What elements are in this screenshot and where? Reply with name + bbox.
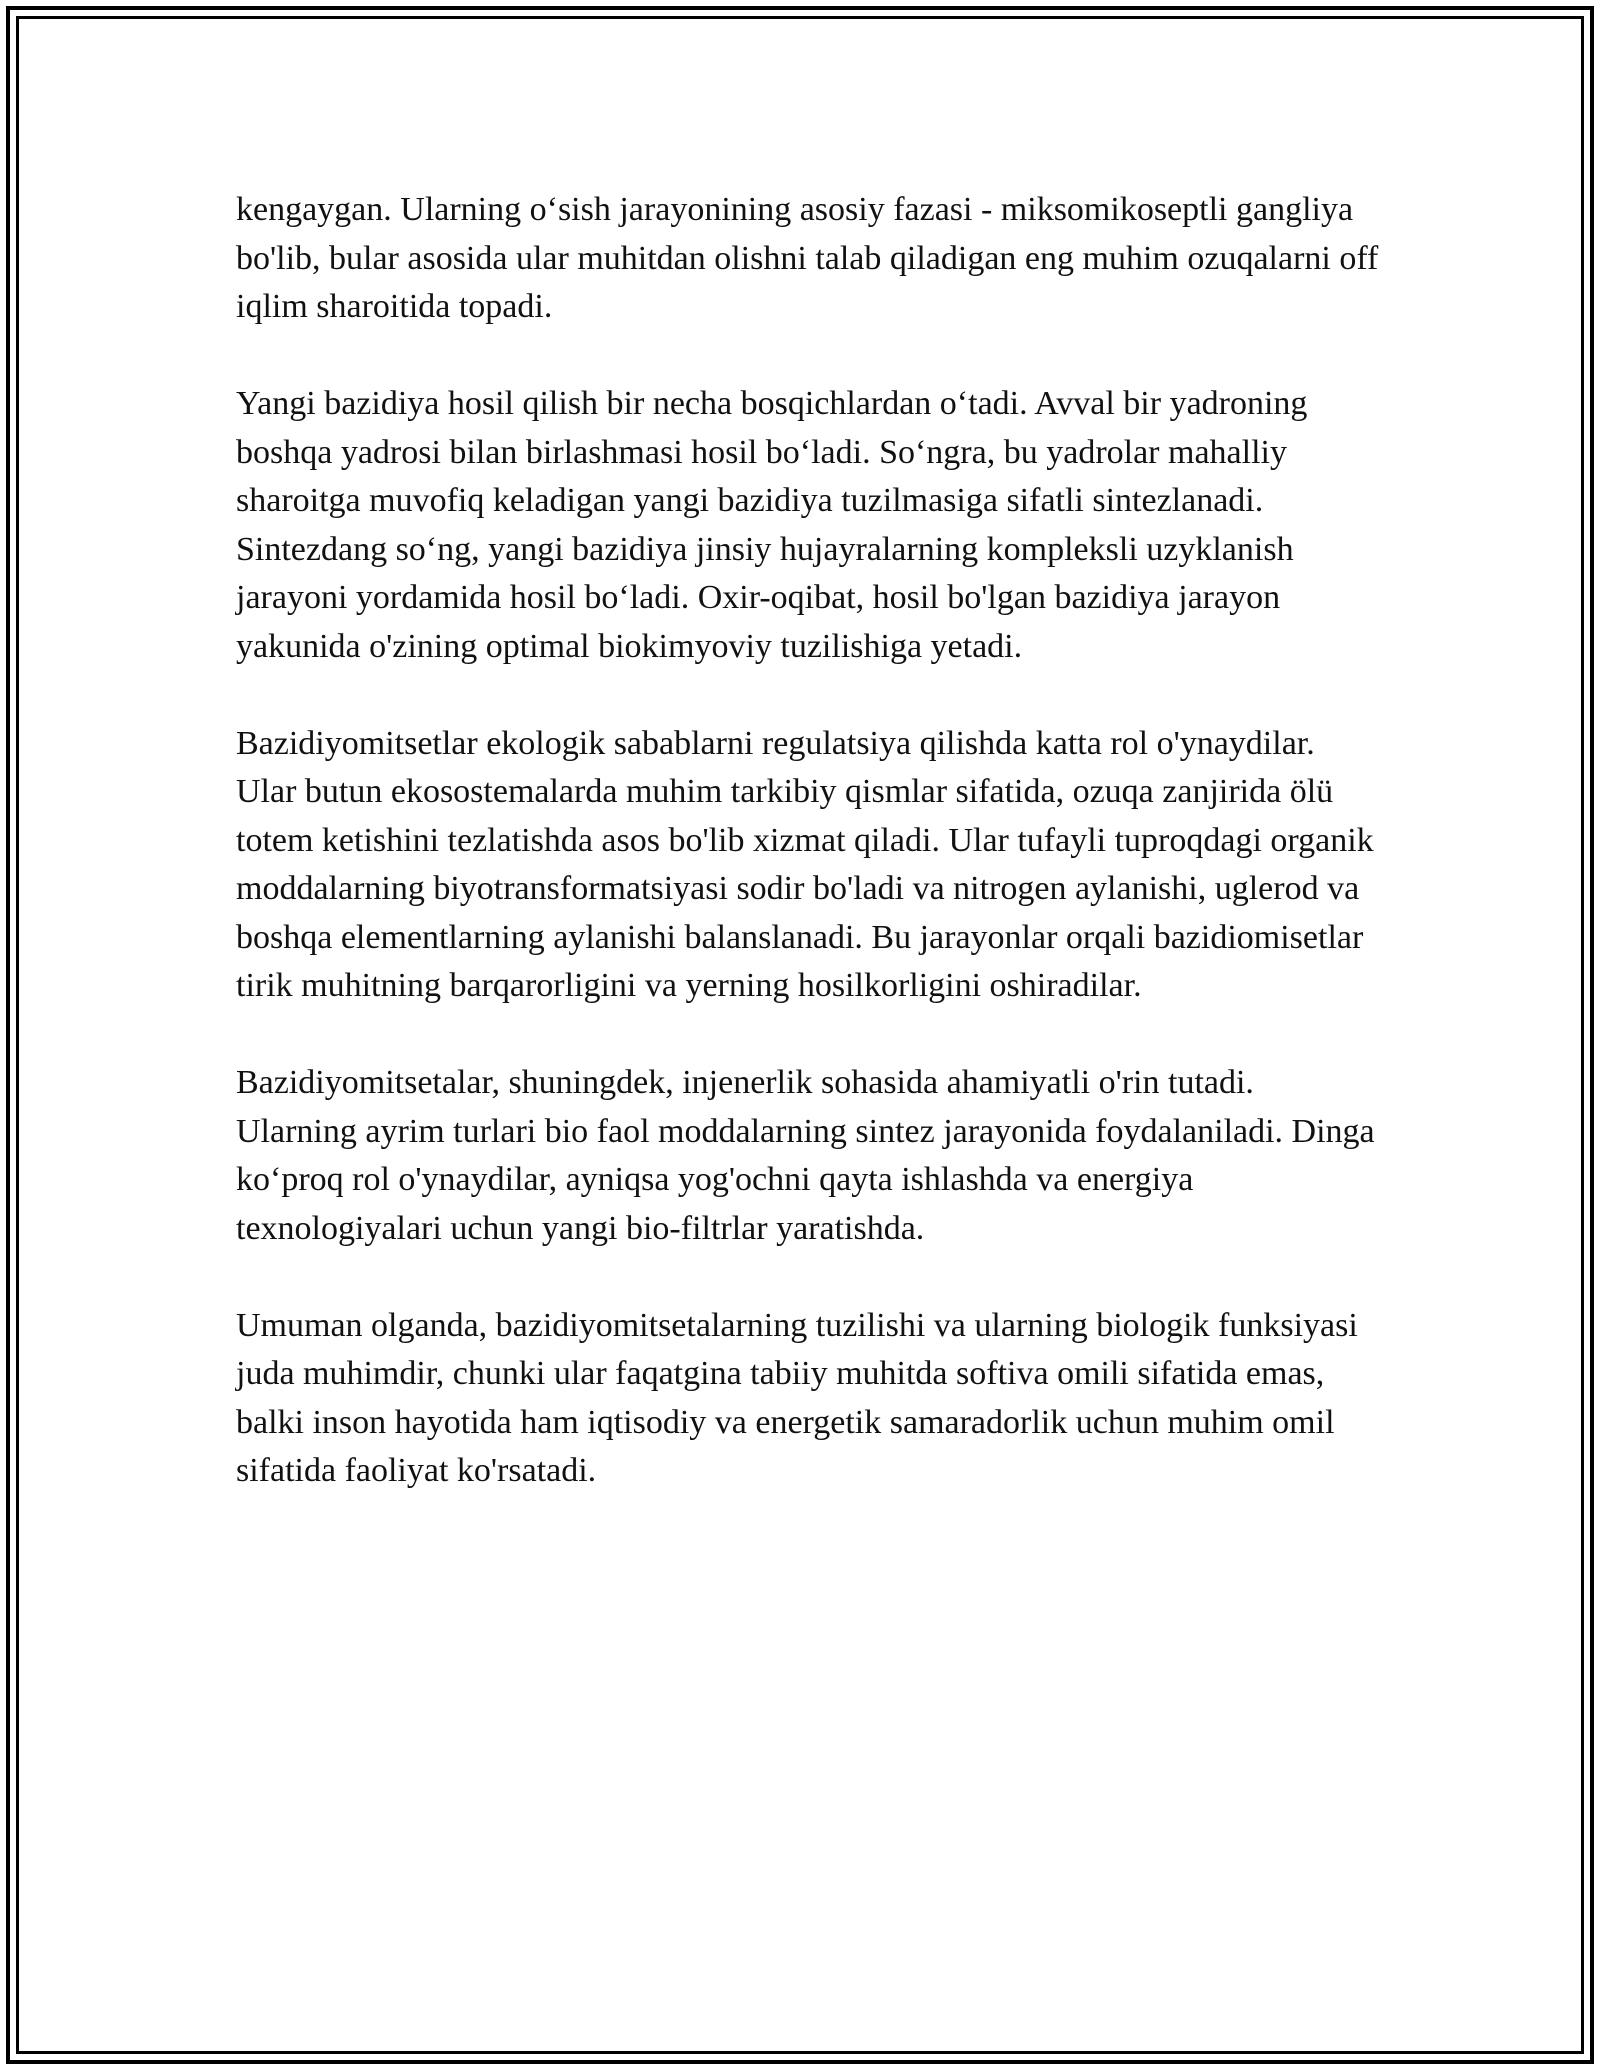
paragraph-1: kengaygan. Ularning o‘sish jarayonining asosiy fazasi - miksomikoseptli gangliya bo'lib, bular asosida ular muhitdan olishni talab qiladigan eng muhim ozuqalarni off iqlim sharoitida topadi.	[236, 191, 1379, 325]
paragraph-3: Bazidiyomitsetlar ekologik sabablarni regulatsiya qilishda katta rol o'ynaydilar. Ular butun ekosostemalarda muhim tarkibiy qismlar sifatida, ozuqa zanjirida ölü totem ketishini tezlatishda asos bo'lib xizmat qiladi. Ular tufayli tuproqdagi organik moddalarning biyotransformatsiyasi sodir bo'ladi va nitrogen aylanishi, uglerod va boshqa elementlarning aylanishi balanslanadi. Bu jarayonlar orqali bazidiomisetlar tirik muhitning barqarorligini va yerning hosilkorligini oshiradilar.	[236, 724, 1374, 1004]
document-body	[236, 186, 1381, 1544]
paragraph-5: Umuman olganda, bazidiyomitsetalarning tuzilishi va ularning biologik funksiyasi juda muhimdir, chunki ular faqatgina tabiiy muhitda softiva omili sifatida emas, balki inson hayotida ham iqtisodiy va energetik samaradorlik uchun muhim omil sifatida faoliyat ko'rsatadi.	[236, 1306, 1358, 1489]
paragraph-2: Yangi bazidiya hosil qilish bir necha bosqichlardan o‘tadi. Avval bir yadroning boshqa yadrosi bilan birlashmasi hosil bo‘ladi. So‘ngra, bu yadrolar mahalliy sharoitga muvofiq keladigan yangi bazidiya tuzilmasiga sifatli sintezlanadi. Sintezdang so‘ng, yangi bazidiya jinsiy hujayralarning kompleksli uzyklanish jarayoni yordamida hosil bo‘ladi. Oxir-oqibat, hosil bo'lgan bazidiya jarayon yakunida o'zining optimal biokimyoviy tuzilishiga yetadi.	[236, 385, 1308, 665]
paragraph-4: Bazidiyomitsetalar, shuningdek, injenerlik sohasida ahamiyatli o'rin tutadi. Ularning ayrim turlari bio faol moddalarning sintez jarayonida foydalaniladi. Dinga ko‘proq rol o'ynaydilar, ayniqsa yog'ochni qayta ishlashda va energiya texnologiyalari uchun yangi bio-filtrlar yaratishda.	[236, 1064, 1375, 1247]
